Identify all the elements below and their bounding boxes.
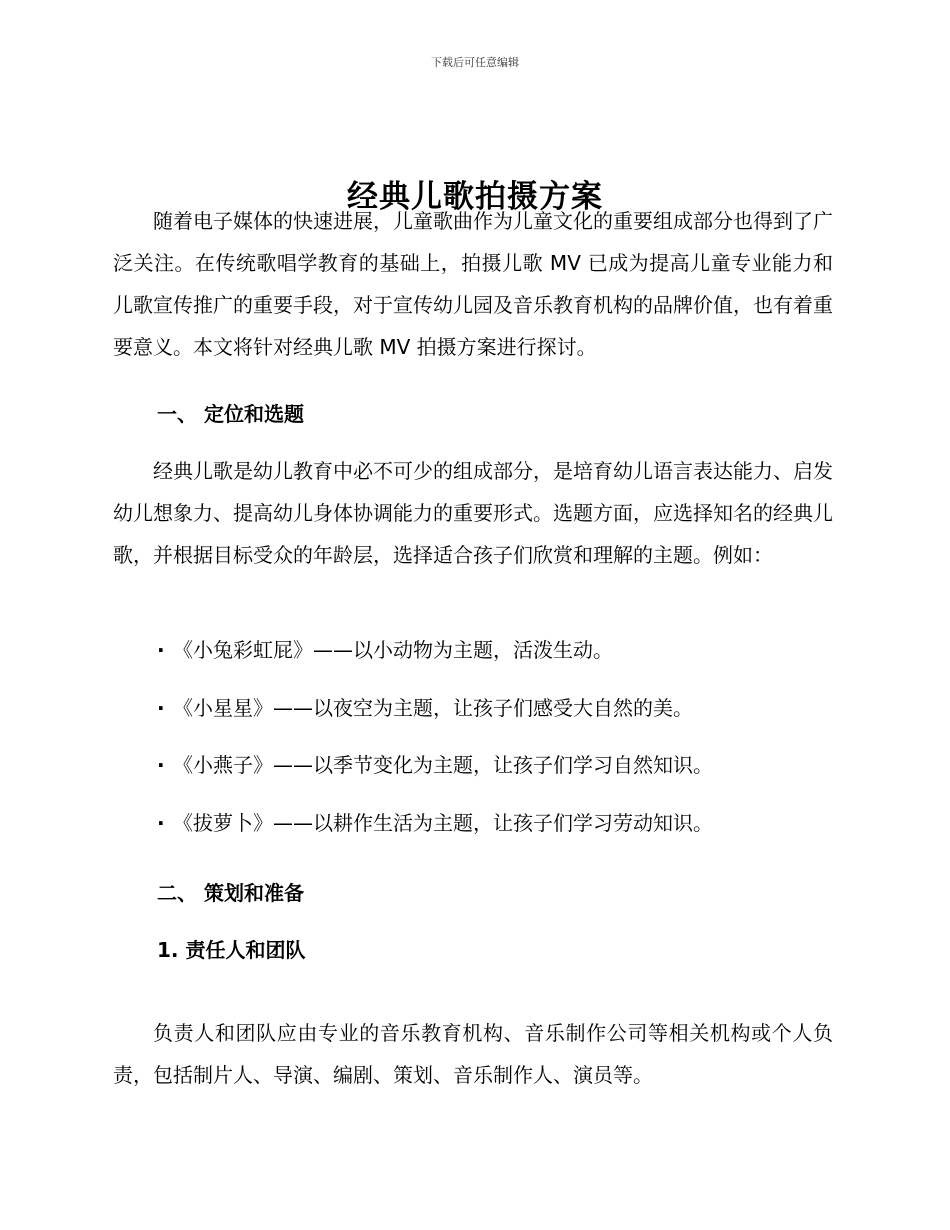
header-note: 下载后可任意编辑 xyxy=(431,56,519,69)
list-item xyxy=(157,694,713,752)
list-item-text: 《小星星》——以夜空为主题，让孩子们感受大自然的美。 xyxy=(173,695,693,720)
bullet-icon: · xyxy=(157,753,165,777)
list-item-text: 《小燕子》——以季节变化为主题，让孩子们学习自然知识。 xyxy=(173,753,713,777)
bullet-icon: · xyxy=(157,695,165,720)
list-item xyxy=(157,751,713,809)
list-item-text: 《拔萝卜》——以耕作生活为主题，让孩子们学习劳动知识。 xyxy=(173,810,713,835)
bullet-icon: · xyxy=(157,810,165,835)
section-heading-planning: 二、 策划和准备 xyxy=(157,881,304,905)
list-item xyxy=(157,636,713,694)
section-heading-positioning: 一、 定位和选题 xyxy=(157,402,304,426)
intro-paragraph: 随着电子媒体的快速进展，儿童歌曲作为儿童文化的重要组成部分也得到了广泛关注。在传统歌唱学教育的基础上，拍摄儿歌 MV 已成为提高儿童专业能力和儿歌宣传推广的重要手段，对于宣传幼儿园及音乐教育机构的品牌价值，也有着重要意义。本文将针对经典儿歌 MV 拍摄方案进行探讨。 xyxy=(113,209,833,359)
document-title: 经典儿歌拍摄方案 xyxy=(347,178,603,215)
song-example-list xyxy=(157,636,713,866)
section-positioning-paragraph: 经典儿歌是幼儿教育中必不可少的组成部分，是培育幼儿语言表达能力、启发幼儿想象力、提高幼儿身体协调能力的重要形式。选题方面，应选择知名的经典儿歌，并根据目标受众的年龄层，选择适合孩子们欣赏和理解的主题。例如： xyxy=(113,459,833,567)
bullet-icon: · xyxy=(157,638,165,662)
list-item xyxy=(157,809,713,867)
section-team-paragraph: 负责人和团队应由专业的音乐教育机构、音乐制作公司等相关机构或个人负责，包括制片人、导演、编剧、策划、音乐制作人、演员等。 xyxy=(113,1021,833,1087)
subheading-team: 1. 责任人和团队 xyxy=(157,938,306,962)
list-item-text: 《小兔彩虹屁》——以小动物为主题，活泼生动。 xyxy=(173,638,613,662)
